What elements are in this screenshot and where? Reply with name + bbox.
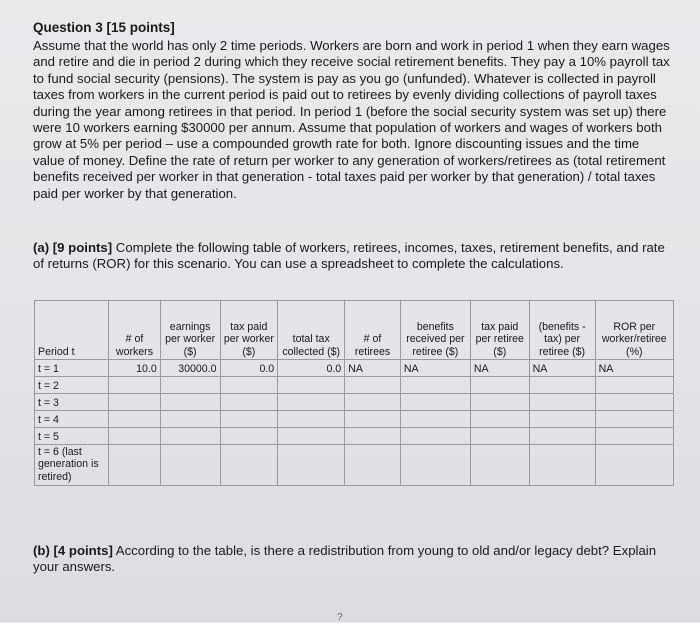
cell-tax-paid-worker xyxy=(220,445,278,486)
cell-benefits xyxy=(400,445,470,486)
cell-net-benefit: NA xyxy=(529,360,595,377)
header-earnings: earnings per worker ($) xyxy=(160,301,220,360)
cell-ror xyxy=(595,411,673,428)
cell-period: t = 6 (last generation is retired) xyxy=(35,445,109,486)
cell-net-benefit xyxy=(529,411,595,428)
cell-benefits xyxy=(400,428,470,445)
part-b-body: According to the table, is there a redistribution from young to old and/or legacy debt? Explain your answers. xyxy=(33,543,657,575)
cell-tax-paid-worker: 0.0 xyxy=(220,360,278,377)
cell-benefits xyxy=(400,411,470,428)
cell-benefits xyxy=(400,377,470,394)
cell-net-benefit xyxy=(529,445,595,486)
cell-retirees: NA xyxy=(345,360,401,377)
cell-ror xyxy=(595,428,673,445)
cell-period: t = 5 xyxy=(35,428,109,445)
part-b-label: (b) [4 points] xyxy=(33,543,113,558)
question-intro: Assume that the world has only 2 time periods. Workers are born and work in period 1 when they earn wages and retire and die in period 2 during which they receive social retirement benefits. They pay a 10% payroll tax to fund social security (pensions). The system is pay as you go (unfunded). Whatever is collected in payroll taxes from workers in the current period is paid out to retirees by evenly dividing collections of payroll taxes during the year among retirees in that period. In period 1 (before the social security system was set up) there were 10 workers earning $30000 per annum. Assume that population of workers and wages of workers both grow at 5% per period – use a compounded growth rate for both. Ignore discounting issues and the time value of money. Define the rate of return per worker to any generation of workers/retirees as (total retirement benefits received per worker in that generation - total taxes paid per worker by that generation) / total taxes paid per worker by that generation. xyxy=(33,38,670,201)
cell-net-benefit xyxy=(529,428,595,445)
cell-total-tax: 0.0 xyxy=(278,360,345,377)
cell-retirees xyxy=(345,411,401,428)
footer-mark: ? xyxy=(337,612,343,623)
cell-workers: 10.0 xyxy=(109,360,161,377)
cell-period: t = 1 xyxy=(35,360,109,377)
header-period: Period t xyxy=(35,301,109,360)
cell-earnings xyxy=(160,394,220,411)
cell-tax-paid-worker xyxy=(220,377,278,394)
cell-tax-paid-retiree xyxy=(470,377,529,394)
table-row xyxy=(35,360,674,377)
cell-total-tax xyxy=(278,445,345,486)
cell-tax-paid-retiree xyxy=(470,394,529,411)
cell-ror xyxy=(595,445,673,486)
cell-earnings xyxy=(160,445,220,486)
table-row xyxy=(35,377,674,394)
cell-period: t = 4 xyxy=(35,411,109,428)
header-benefits: benefits received per retiree ($) xyxy=(400,301,470,360)
cell-tax-paid-retiree xyxy=(470,411,529,428)
cell-total-tax xyxy=(278,411,345,428)
cell-tax-paid-worker xyxy=(220,428,278,445)
table-row xyxy=(35,394,674,411)
cell-retirees xyxy=(345,445,401,486)
data-table xyxy=(34,300,674,486)
cell-workers xyxy=(109,394,161,411)
cell-retirees xyxy=(345,394,401,411)
cell-tax-paid-worker xyxy=(220,411,278,428)
header-retirees: # of retirees xyxy=(345,301,401,360)
table-row xyxy=(35,411,674,428)
cell-tax-paid-worker xyxy=(220,394,278,411)
table-row xyxy=(35,428,674,445)
cell-workers xyxy=(109,377,161,394)
cell-earnings: 30000.0 xyxy=(160,360,220,377)
cell-earnings xyxy=(160,411,220,428)
header-tax-paid-retiree: tax paid per retiree ($) xyxy=(470,301,529,360)
cell-period: t = 3 xyxy=(35,394,109,411)
cell-workers xyxy=(109,445,161,486)
header-workers: # of workers xyxy=(109,301,161,360)
cell-workers xyxy=(109,411,161,428)
cell-ror: NA xyxy=(595,360,673,377)
part-a-text xyxy=(33,240,673,273)
cell-net-benefit xyxy=(529,377,595,394)
cell-total-tax xyxy=(278,428,345,445)
cell-tax-paid-retiree: NA xyxy=(470,360,529,377)
cell-period: t = 2 xyxy=(35,377,109,394)
cell-earnings xyxy=(160,377,220,394)
cell-net-benefit xyxy=(529,394,595,411)
table-row xyxy=(35,445,674,486)
header-ror: ROR per worker/retiree (%) xyxy=(595,301,673,360)
header-tax-paid-worker: tax paid per worker ($) xyxy=(220,301,278,360)
cell-retirees xyxy=(345,428,401,445)
part-b-text xyxy=(33,543,673,576)
cell-retirees xyxy=(345,377,401,394)
cell-benefits: NA xyxy=(400,360,470,377)
cell-earnings xyxy=(160,428,220,445)
cell-tax-paid-retiree xyxy=(470,428,529,445)
part-a-label: (a) [9 points] xyxy=(33,240,113,255)
table-header-row xyxy=(35,301,674,360)
question-title: Question 3 [15 points] xyxy=(33,20,175,35)
cell-ror xyxy=(595,394,673,411)
cell-workers xyxy=(109,428,161,445)
part-a-body: Complete the following table of workers, retirees, incomes, taxes, retirement benefits, and rate of returns (ROR) for this scenario. You can use a spreadsheet to complete the calculations. xyxy=(33,240,665,272)
header-total-tax: total tax collected ($) xyxy=(278,301,345,360)
cell-tax-paid-retiree xyxy=(470,445,529,486)
cell-ror xyxy=(595,377,673,394)
header-net-benefit: (benefits - tax) per retiree ($) xyxy=(529,301,595,360)
cell-benefits xyxy=(400,394,470,411)
cell-total-tax xyxy=(278,394,345,411)
cell-total-tax xyxy=(278,377,345,394)
